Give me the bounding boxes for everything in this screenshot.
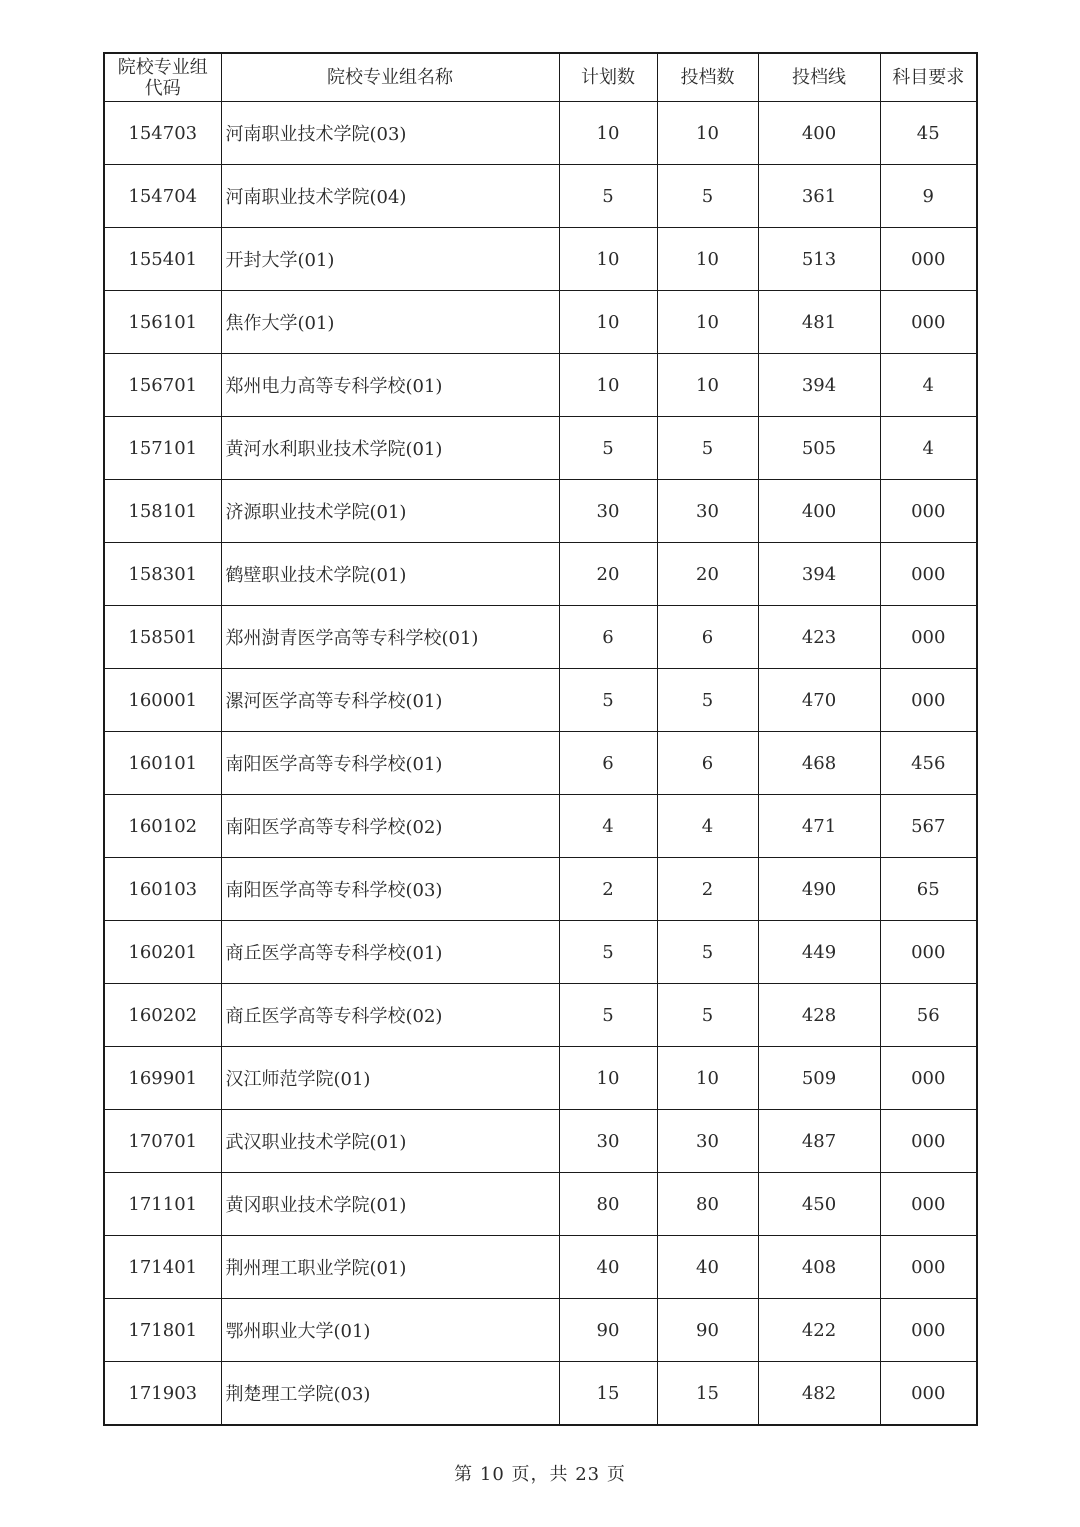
cell-code: 171903	[104, 1362, 221, 1426]
cell-filed: 6	[657, 606, 758, 669]
cell-name: 河南职业技术学院(04)	[221, 165, 559, 228]
cell-code: 160103	[104, 858, 221, 921]
cell-name: 鄂州职业大学(01)	[221, 1299, 559, 1362]
cell-name: 漯河医学高等专科学校(01)	[221, 669, 559, 732]
cell-line: 361	[758, 165, 880, 228]
cell-line: 490	[758, 858, 880, 921]
cell-code: 156701	[104, 354, 221, 417]
cell-plan: 5	[559, 984, 657, 1047]
cell-filed: 10	[657, 102, 758, 165]
cell-line: 422	[758, 1299, 880, 1362]
cell-line: 450	[758, 1173, 880, 1236]
cell-plan: 90	[559, 1299, 657, 1362]
header-code: 院校专业组 代码	[104, 53, 221, 102]
cell-filed: 5	[657, 984, 758, 1047]
page-number: 第 10 页，共 23 页	[454, 1464, 626, 1485]
cell-line: 400	[758, 480, 880, 543]
header-plan: 计划数	[559, 53, 657, 102]
cell-code: 171101	[104, 1173, 221, 1236]
cell-line: 481	[758, 291, 880, 354]
cell-subject: 65	[880, 858, 977, 921]
header-filed: 投档数	[657, 53, 758, 102]
cell-filed: 20	[657, 543, 758, 606]
cell-line: 468	[758, 732, 880, 795]
cell-line: 505	[758, 417, 880, 480]
table-row	[104, 795, 977, 858]
cell-code: 155401	[104, 228, 221, 291]
cell-subject: 45	[880, 102, 977, 165]
admission-table	[103, 52, 978, 1426]
cell-line: 487	[758, 1110, 880, 1173]
cell-code: 157101	[104, 417, 221, 480]
cell-code: 158301	[104, 543, 221, 606]
cell-filed: 5	[657, 669, 758, 732]
cell-plan: 20	[559, 543, 657, 606]
cell-filed: 15	[657, 1362, 758, 1426]
cell-code: 158101	[104, 480, 221, 543]
cell-subject: 000	[880, 1110, 977, 1173]
table-row	[104, 165, 977, 228]
cell-filed: 10	[657, 291, 758, 354]
cell-filed: 30	[657, 480, 758, 543]
cell-line: 400	[758, 102, 880, 165]
cell-plan: 10	[559, 354, 657, 417]
cell-plan: 30	[559, 480, 657, 543]
cell-filed: 30	[657, 1110, 758, 1173]
table-row	[104, 354, 977, 417]
cell-line: 470	[758, 669, 880, 732]
cell-code: 158501	[104, 606, 221, 669]
header-line: 投档线	[758, 53, 880, 102]
cell-subject: 9	[880, 165, 977, 228]
cell-subject: 000	[880, 228, 977, 291]
cell-code: 154703	[104, 102, 221, 165]
cell-subject: 567	[880, 795, 977, 858]
cell-name: 南阳医学高等专科学校(01)	[221, 732, 559, 795]
cell-plan: 10	[559, 291, 657, 354]
table-row	[104, 732, 977, 795]
cell-plan: 15	[559, 1362, 657, 1426]
cell-code: 160001	[104, 669, 221, 732]
cell-plan: 5	[559, 921, 657, 984]
cell-plan: 10	[559, 228, 657, 291]
cell-code: 171401	[104, 1236, 221, 1299]
cell-filed: 10	[657, 354, 758, 417]
cell-code: 160202	[104, 984, 221, 1047]
cell-filed: 5	[657, 921, 758, 984]
cell-name: 郑州澍青医学高等专科学校(01)	[221, 606, 559, 669]
table-row	[104, 606, 977, 669]
cell-line: 482	[758, 1362, 880, 1426]
cell-code: 160101	[104, 732, 221, 795]
table-row	[104, 669, 977, 732]
cell-subject: 000	[880, 606, 977, 669]
cell-code: 154704	[104, 165, 221, 228]
cell-subject: 56	[880, 984, 977, 1047]
cell-filed: 4	[657, 795, 758, 858]
table-row	[104, 921, 977, 984]
cell-subject: 000	[880, 1362, 977, 1426]
table-row	[104, 1173, 977, 1236]
cell-line: 408	[758, 1236, 880, 1299]
cell-subject: 456	[880, 732, 977, 795]
table-row	[104, 1047, 977, 1110]
table-row	[104, 1362, 977, 1426]
cell-subject: 000	[880, 1047, 977, 1110]
cell-plan: 4	[559, 795, 657, 858]
cell-subject: 4	[880, 354, 977, 417]
table-row	[104, 228, 977, 291]
cell-plan: 30	[559, 1110, 657, 1173]
cell-name: 开封大学(01)	[221, 228, 559, 291]
cell-name: 商丘医学高等专科学校(01)	[221, 921, 559, 984]
cell-subject: 000	[880, 921, 977, 984]
cell-filed: 5	[657, 417, 758, 480]
cell-subject: 000	[880, 480, 977, 543]
cell-plan: 40	[559, 1236, 657, 1299]
cell-code: 160102	[104, 795, 221, 858]
cell-name: 河南职业技术学院(03)	[221, 102, 559, 165]
cell-plan: 5	[559, 417, 657, 480]
cell-name: 荆楚理工学院(03)	[221, 1362, 559, 1426]
cell-name: 黄河水利职业技术学院(01)	[221, 417, 559, 480]
table-row	[104, 102, 977, 165]
table-row	[104, 858, 977, 921]
cell-filed: 10	[657, 1047, 758, 1110]
header-name: 院校专业组名称	[221, 53, 559, 102]
cell-code: 169901	[104, 1047, 221, 1110]
cell-subject: 4	[880, 417, 977, 480]
cell-filed: 40	[657, 1236, 758, 1299]
table-row	[104, 1110, 977, 1173]
cell-name: 济源职业技术学院(01)	[221, 480, 559, 543]
cell-plan: 10	[559, 1047, 657, 1110]
cell-code: 156101	[104, 291, 221, 354]
cell-line: 513	[758, 228, 880, 291]
cell-name: 荆州理工职业学院(01)	[221, 1236, 559, 1299]
cell-line: 428	[758, 984, 880, 1047]
cell-subject: 000	[880, 1236, 977, 1299]
table-row	[104, 543, 977, 606]
cell-plan: 10	[559, 102, 657, 165]
cell-filed: 80	[657, 1173, 758, 1236]
cell-name: 黄冈职业技术学院(01)	[221, 1173, 559, 1236]
cell-filed: 90	[657, 1299, 758, 1362]
cell-plan: 80	[559, 1173, 657, 1236]
cell-name: 南阳医学高等专科学校(03)	[221, 858, 559, 921]
table-row	[104, 480, 977, 543]
cell-line: 509	[758, 1047, 880, 1110]
cell-line: 471	[758, 795, 880, 858]
cell-name: 武汉职业技术学院(01)	[221, 1110, 559, 1173]
cell-name: 南阳医学高等专科学校(02)	[221, 795, 559, 858]
cell-plan: 6	[559, 732, 657, 795]
header-subject: 科目要求	[880, 53, 977, 102]
cell-filed: 2	[657, 858, 758, 921]
cell-plan: 5	[559, 669, 657, 732]
table-body	[104, 102, 977, 1426]
cell-line: 449	[758, 921, 880, 984]
cell-line: 394	[758, 543, 880, 606]
table-row	[104, 291, 977, 354]
cell-subject: 000	[880, 1173, 977, 1236]
cell-name: 焦作大学(01)	[221, 291, 559, 354]
table-row	[104, 984, 977, 1047]
cell-code: 170701	[104, 1110, 221, 1173]
cell-name: 商丘医学高等专科学校(02)	[221, 984, 559, 1047]
cell-subject: 000	[880, 543, 977, 606]
table-row	[104, 1299, 977, 1362]
cell-plan: 6	[559, 606, 657, 669]
cell-filed: 10	[657, 228, 758, 291]
cell-name: 鹤壁职业技术学院(01)	[221, 543, 559, 606]
table-header-row	[104, 53, 977, 102]
table-row	[104, 417, 977, 480]
cell-filed: 5	[657, 165, 758, 228]
cell-plan: 2	[559, 858, 657, 921]
cell-subject: 000	[880, 669, 977, 732]
cell-plan: 5	[559, 165, 657, 228]
cell-filed: 6	[657, 732, 758, 795]
table-row	[104, 1236, 977, 1299]
cell-code: 171801	[104, 1299, 221, 1362]
cell-subject: 000	[880, 1299, 977, 1362]
cell-code: 160201	[104, 921, 221, 984]
cell-line: 394	[758, 354, 880, 417]
cell-name: 郑州电力高等专科学校(01)	[221, 354, 559, 417]
cell-line: 423	[758, 606, 880, 669]
cell-name: 汉江师范学院(01)	[221, 1047, 559, 1110]
cell-subject: 000	[880, 291, 977, 354]
